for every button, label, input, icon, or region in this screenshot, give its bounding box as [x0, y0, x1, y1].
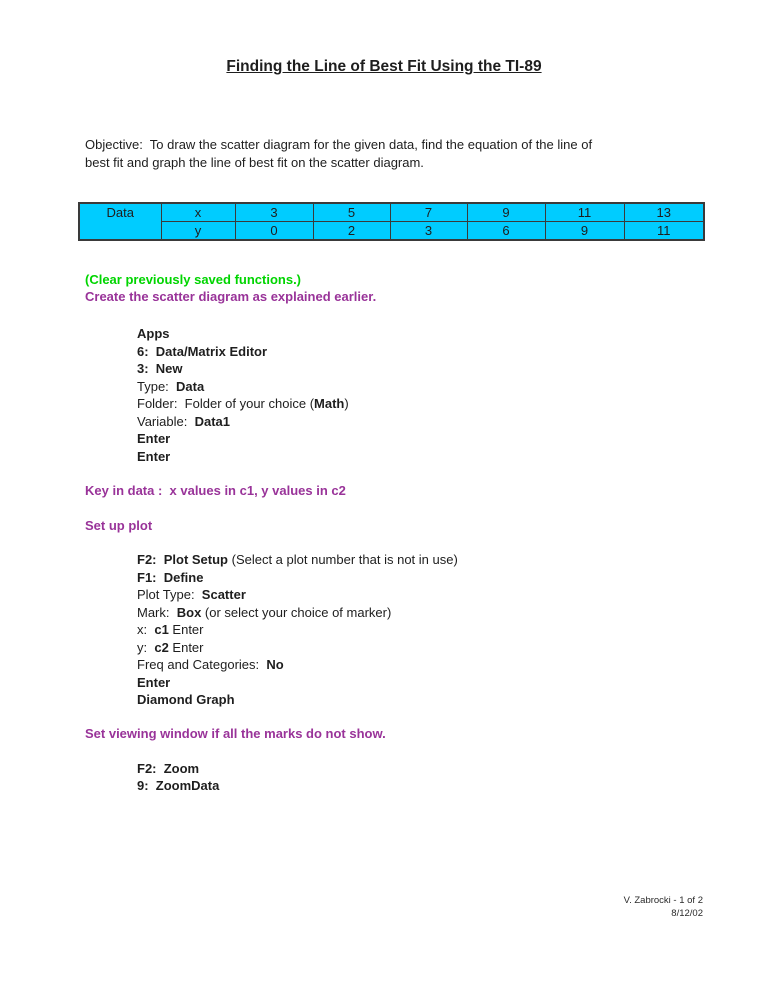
instruction-line: Freq and Categories: No [137, 657, 284, 672]
steps-create-scatter [137, 325, 768, 465]
heading-key-in-data: Key in data : x values in c1, y values in c2 [85, 483, 346, 498]
steps-zoom [137, 760, 768, 795]
instruction-line: Variable: Data1 [137, 413, 230, 429]
instruction-line: Enter [137, 448, 171, 464]
table-cell: 11 [624, 222, 704, 241]
table-cell: 13 [624, 203, 704, 222]
instruction-line: F1: Define [137, 569, 204, 585]
instruction-line: F2: Plot Setup (Select a plot number that is not in use) [137, 552, 458, 567]
instruction-line: Mark: Box (or select your choice of marker) [137, 604, 392, 620]
table-cell: 0 [235, 222, 313, 241]
table-cell: x [161, 203, 235, 222]
instruction-line: x: c1 Enter [137, 622, 204, 637]
page-title: Finding the Line of Best Fit Using the TI-89 [226, 58, 542, 75]
table-cell: 5 [313, 203, 390, 222]
table-row-y [79, 222, 704, 241]
instruction-line: Type: Data [137, 378, 205, 394]
heading-set-up-plot: Set up plot [85, 518, 153, 533]
table-cell: y [161, 222, 235, 241]
data-table [78, 202, 705, 241]
objective-paragraph: Objective: To draw the scatter diagram for the given data, find the equation of the line of best fit and graph the line of best fit on the scatter diagram. [85, 137, 593, 170]
instruction-line: Enter [137, 431, 171, 446]
heading-set-viewing-window: Set viewing window if all the marks do not show. [85, 725, 386, 741]
instruction-line: 3: New [137, 361, 183, 376]
instruction-line: Enter [137, 674, 171, 690]
instruction-line: 6: Data/Matrix Editor [137, 343, 268, 359]
table-cell: 11 [545, 203, 624, 222]
table-cell: 3 [235, 203, 313, 222]
steps-plot-setup [137, 551, 768, 709]
table-cell: 3 [390, 222, 467, 241]
instruction-line: F2: Zoom [137, 760, 200, 776]
instruction-line: y: c2 Enter [137, 639, 204, 655]
instruction-line: 9: ZoomData [137, 778, 220, 793]
footer-date: 8/12/02 [671, 908, 703, 919]
instruction-line: Folder: Folder of your choice (Math) [137, 396, 349, 411]
table-cell: 9 [467, 203, 545, 222]
table-cell: 6 [467, 222, 545, 241]
page-footer [624, 894, 703, 920]
table-cell: 7 [390, 203, 467, 222]
table-row-x [79, 203, 704, 222]
instruction-line: Apps [137, 326, 170, 341]
table-corner-cell: Data [79, 203, 161, 240]
footer-author-page: V. Zabrocki - 1 of 2 [623, 895, 703, 906]
heading-create-scatter: Create the scatter diagram as explained earlier. [85, 289, 377, 304]
table-cell: 9 [545, 222, 624, 241]
heading-clear-functions: (Clear previously saved functions.) [85, 272, 302, 287]
table-cell: 2 [313, 222, 390, 241]
instruction-line: Diamond Graph [137, 692, 235, 707]
instruction-line: Plot Type: Scatter [137, 587, 246, 602]
